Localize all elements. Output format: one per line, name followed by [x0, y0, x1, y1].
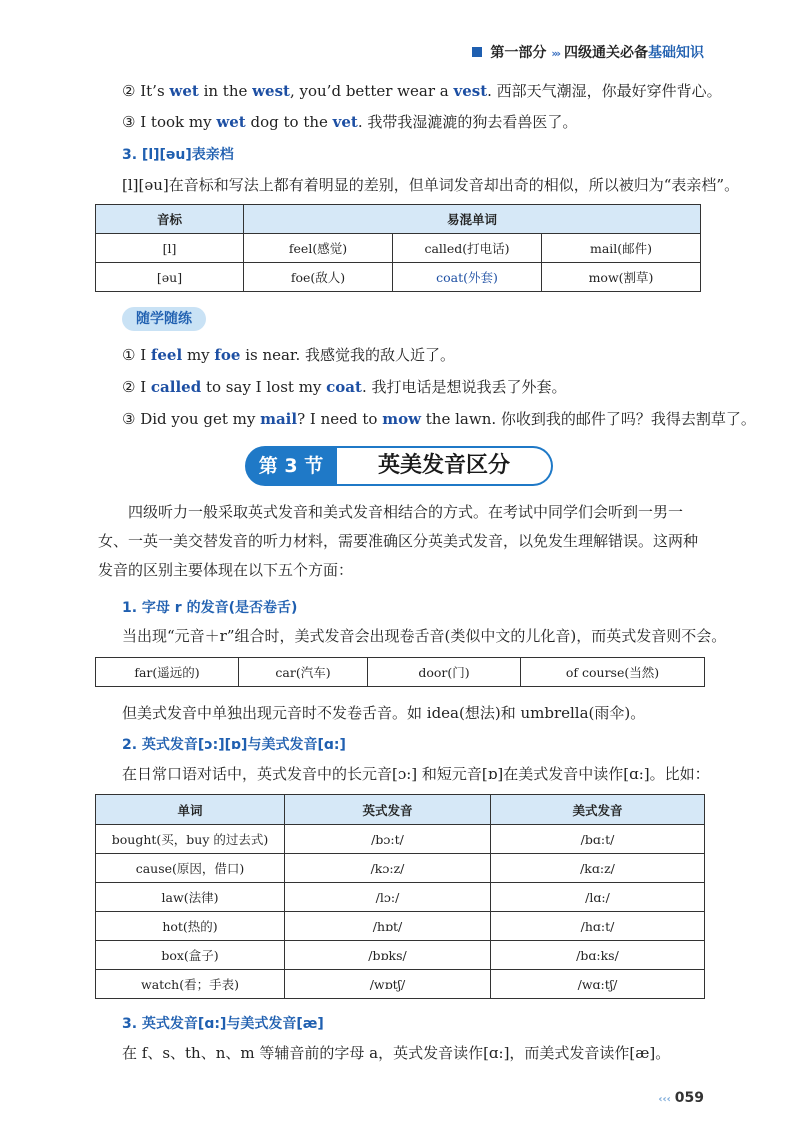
keyword: called	[150, 378, 202, 396]
text: . 我打电话是想说我丢了外套。	[361, 378, 567, 396]
table-cell: mow(割草)	[542, 263, 701, 292]
header-title-a: 四级通关必备	[564, 45, 648, 61]
table-cell: hot(热的)	[96, 912, 285, 941]
section-banner	[245, 446, 555, 486]
table-cell: watch(看；手表)	[96, 970, 285, 999]
table-header: 音标	[96, 205, 244, 234]
table-row	[96, 658, 705, 687]
text: Did you get my	[135, 410, 261, 428]
text: I	[135, 346, 151, 364]
list-number: ①	[122, 346, 136, 364]
section-title: 英美发音区分	[337, 446, 553, 486]
keyword: wet	[169, 82, 199, 100]
table-cell: of course(当然)	[521, 658, 705, 687]
table-cell: mail(邮件)	[542, 234, 701, 263]
text: to say I lost my	[201, 378, 327, 396]
practice-badge: 随学随练	[122, 307, 206, 331]
keyword: mail	[260, 410, 298, 428]
subsection-title-1: 1. 字母 r 的发音(是否卷舌)	[122, 600, 298, 616]
text: I	[135, 378, 151, 396]
table-header: 美式发音	[491, 795, 705, 825]
subsection-title-3a: 3. [l][əu]表亲档	[122, 147, 234, 163]
pronunciation-table	[95, 794, 705, 999]
table-row	[96, 941, 705, 970]
text: . 西部天气潮湿，你最好穿件背心。	[487, 82, 722, 100]
table-row	[96, 970, 705, 999]
section-number: 第 3 节	[245, 446, 337, 486]
subsection-desc-3a: [l][əu]在音标和写法上都有着明显的差别，但单词发音却出奇的相似，所以被归为“表亲档”。	[122, 176, 740, 194]
table-cell: coat(外套)	[393, 263, 542, 292]
table-header: 易混单词	[244, 205, 701, 234]
practice-line-3	[122, 408, 756, 429]
list-number: ③	[122, 410, 136, 428]
practice-line-1	[122, 344, 455, 365]
practice-line-2	[122, 376, 567, 397]
table-header: 单词	[96, 795, 285, 825]
keyword: west	[252, 82, 290, 100]
table-cell: feel(感觉)	[244, 234, 393, 263]
table-cell: /kɑ:z/	[491, 854, 705, 883]
example-line-3	[122, 111, 577, 132]
table-cell: /lɔ:/	[285, 883, 491, 912]
table-cell: bought(买，buy 的过去式)	[96, 825, 285, 854]
keyword: vet	[332, 113, 358, 131]
subsection-desc-3: 在 f、s、th、n、m 等辅音前的字母 a，英式发音读作[ɑ:]，而美式发音读作[æ]。	[122, 1044, 671, 1062]
text: my	[182, 346, 215, 364]
table-cell: /hɒt/	[285, 912, 491, 941]
table-row	[96, 854, 705, 883]
header-title-b: 基础知识	[648, 45, 704, 61]
text: ? I need to	[297, 410, 383, 428]
table-cell: /wɑ:tʃ/	[491, 970, 705, 999]
text: dog to the	[245, 113, 333, 131]
table-cell: /lɑ:/	[491, 883, 705, 912]
subsection-note-1: 但美式发音中单独出现元音时不发卷舌音。如 idea(想法)和 umbrella(雨伞)。	[122, 704, 646, 722]
header-part: 第一部分	[490, 45, 547, 61]
square-icon	[472, 47, 482, 57]
table-row	[96, 234, 701, 263]
table-cell: /wɒtʃ/	[285, 970, 491, 999]
running-header	[472, 42, 704, 62]
r-words-table	[95, 657, 705, 687]
subsection-title-2: 2. 英式发音[ɔ:][ɒ]与美式发音[ɑ:]	[122, 737, 346, 753]
keyword: wet	[216, 113, 246, 131]
table-row	[96, 912, 705, 941]
subsection-desc-2: 在日常口语对话中，英式发音中的长元音[ɔ:] 和短元音[ɒ]在美式发音中读作[ɑ:]。比如：	[122, 765, 710, 783]
text: . 我带我湿漉漉的狗去看兽医了。	[357, 113, 578, 131]
table-row	[96, 263, 701, 292]
page-number	[658, 1090, 704, 1106]
table-cell: cause(原因，借口)	[96, 854, 285, 883]
table-cell: far(遥远的)	[96, 658, 239, 687]
table-header: 英式发音	[285, 795, 491, 825]
list-number: ②	[122, 82, 136, 100]
table-cell: /hɑ:t/	[491, 912, 705, 941]
keyword: mow	[382, 410, 422, 428]
table-row	[96, 883, 705, 912]
table-cell: law(法律)	[96, 883, 285, 912]
table-cell: foe(敌人)	[244, 263, 393, 292]
table-cell: box(盒子)	[96, 941, 285, 970]
keyword: foe	[214, 346, 241, 364]
table-cell: door(门)	[368, 658, 521, 687]
subsection-title-3: 3. 英式发音[ɑ:]与美式发音[æ]	[122, 1016, 324, 1032]
intro-paragraph: 四级听力一般采取英式发音和美式发音相结合的方式。在考试中同学们会听到一男一女、一英一美交替发音的听力材料，需要准确区分英美式发音，以免发生理解错误。这两种发音的区别主要体现在以下五个方面：	[98, 503, 699, 579]
text: I took my	[135, 113, 217, 131]
table-cell: /bɑ:ks/	[491, 941, 705, 970]
table-cell: called(打电话)	[393, 234, 542, 263]
dots-icon: ‹‹‹	[658, 1094, 671, 1105]
table-row	[96, 825, 705, 854]
text: the lawn. 你收到我的邮件了吗？我得去割草了。	[421, 410, 756, 428]
list-number: ③	[122, 113, 136, 131]
keyword: vest	[453, 82, 488, 100]
table-cell: /bɑ:t/	[491, 825, 705, 854]
table-cell: /kɔ:z/	[285, 854, 491, 883]
table-cell: [l]	[96, 234, 244, 263]
text: , you’d better wear a	[289, 82, 454, 100]
list-number: ②	[122, 378, 136, 396]
table-cell: /bɒks/	[285, 941, 491, 970]
page-number-value: 059	[674, 1090, 704, 1106]
table-cell: /bɔ:t/	[285, 825, 491, 854]
keyword: feel	[150, 346, 183, 364]
table-cell: car(汽车)	[239, 658, 368, 687]
cousin-table	[95, 204, 701, 292]
arrows-icon: ›››	[551, 47, 559, 60]
text: It’s	[135, 82, 170, 100]
keyword: coat	[326, 378, 362, 396]
example-line-2	[122, 80, 722, 101]
subsection-desc-1: 当出现“元音＋r”组合时，美式发音会出现卷舌音(类似中文的儿化音)，而英式发音则不会。	[122, 627, 727, 645]
text: is near. 我感觉我的敌人近了。	[240, 346, 455, 364]
table-cell: [əu]	[96, 263, 244, 292]
text: in the	[198, 82, 253, 100]
